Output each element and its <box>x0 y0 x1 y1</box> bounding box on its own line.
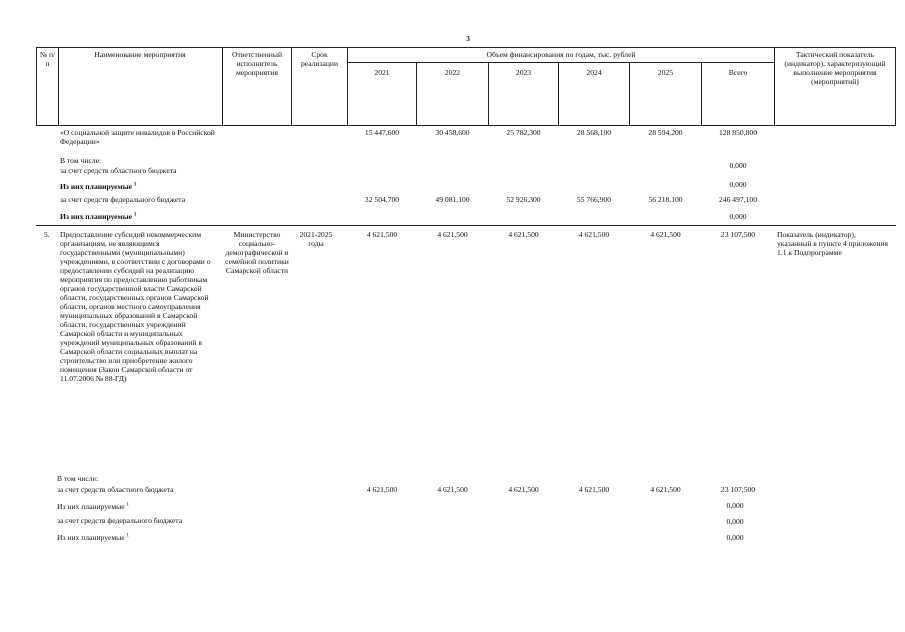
value-cell: 4 621,500 <box>508 485 539 494</box>
header-name: Наименование мероприятия <box>94 50 186 59</box>
value-cell: 4 621,500 <box>366 485 398 494</box>
row-label: за счет средств областного бюджета <box>60 166 177 175</box>
value-cell: 4 621,500 <box>650 230 681 239</box>
row-label: за счет средств областного бюджета <box>57 485 174 494</box>
row-label: за счет средств федерального бюджета <box>57 516 183 525</box>
value-cell: 25 782,300 <box>506 128 541 137</box>
header-year-2025: 2025 <box>657 68 674 77</box>
value-cell: 0,000 <box>729 180 747 189</box>
value-cell: 0,000 <box>729 212 747 221</box>
item5-num: 5. <box>44 230 50 239</box>
value-cell: 128 850,800 <box>719 128 757 137</box>
value-cell: 32 504,700 <box>364 195 400 204</box>
row-label: Из них планируемые $^1$ <box>60 212 137 221</box>
header-term: Срок реализации <box>300 50 339 68</box>
value-cell: 28 568,100 <box>576 128 612 137</box>
block1-title: «О социальной защите инвалидов в Российской Федерации» <box>60 128 215 146</box>
value-cell: 49 081,100 <box>435 195 470 204</box>
header-year-2021: 2021 <box>374 68 390 77</box>
item5-name: Предоставление субсидий некоммерческим организациям, не являющимся государственными (муниципальными) учреждениями, в соответствии с договорами о предоставлении субсидий на реализацию мероприятия по предоставлению работникам органов государственной власти Самарской области, государственных органов Самарской области, органов местного самоуправления муниципальных образований в Самарской области, государственных учреждений Самарской области и муниципальных учреждений муниципальных образований в Самарской области социальных выплат на строительство или приобретение жилого помещения (Закон Самарской области от 11.07.2006 № 88-ГД) <box>60 230 211 383</box>
value-cell: 4 621,500 <box>578 485 610 494</box>
value-cell: 15 447,600 <box>364 128 400 137</box>
value-cell: 52 926,300 <box>506 195 541 204</box>
row-label: Из них планируемые $^1$ <box>57 533 130 542</box>
value-cell: 4 621,500 <box>366 230 398 239</box>
row-label: Из них планируемые $^1$ <box>60 182 137 191</box>
header-indicator: Тактический показатель (индикатор), характеризующий выполнение мероприятия (мероприятий) <box>784 50 886 86</box>
header-responsible: Ответственный исполнитель мероприятия <box>231 50 283 77</box>
row-label: Из них планируемые $^1$ <box>57 502 130 511</box>
value-cell: 0,000 <box>726 517 744 526</box>
value-cell: 4 621,500 <box>437 485 468 494</box>
item5-term: 2021-2025 годы <box>299 230 333 248</box>
value-cell: 23 107,500 <box>720 485 756 494</box>
header-year-2022: 2022 <box>444 68 461 77</box>
value-cell: 0,000 <box>726 501 744 510</box>
value-cell: 23 107,500 <box>720 230 756 239</box>
value-cell: 0,000 <box>726 533 744 542</box>
header-year-2023: 2023 <box>515 68 532 77</box>
header-total: Всего <box>728 68 748 77</box>
item5-including: В том числе: <box>57 474 99 483</box>
header-financing: Объем финансирования по годам, тыс. рублей <box>486 50 636 59</box>
header-year-2024: 2024 <box>586 68 602 77</box>
value-cell: 4 621,500 <box>437 230 468 239</box>
value-cell: 246 497,100 <box>719 195 757 204</box>
value-cell: 0,000 <box>729 161 747 170</box>
value-cell: 55 766,900 <box>576 195 612 204</box>
value-cell: 30 458,600 <box>435 128 470 137</box>
item5-indicator: Показатель (индикатор), указанный в пункте 4 приложения 1.1 к Подпрограмме <box>777 230 889 257</box>
row-label: за счет средств федерального бюджета <box>60 195 186 204</box>
value-cell: 56 218,100 <box>648 195 683 204</box>
value-cell: 4 621,500 <box>650 485 681 494</box>
block1-including: В том числе: <box>60 156 102 165</box>
header-num: № п/п <box>39 50 56 68</box>
item5-responsible: Министерство социально-демографической и семейной политики Самарской области <box>225 230 289 275</box>
value-cell: 4 621,500 <box>508 230 539 239</box>
page-number: 3 <box>466 34 470 43</box>
value-cell: 28 594,200 <box>648 128 683 137</box>
value-cell: 4 621,500 <box>578 230 610 239</box>
